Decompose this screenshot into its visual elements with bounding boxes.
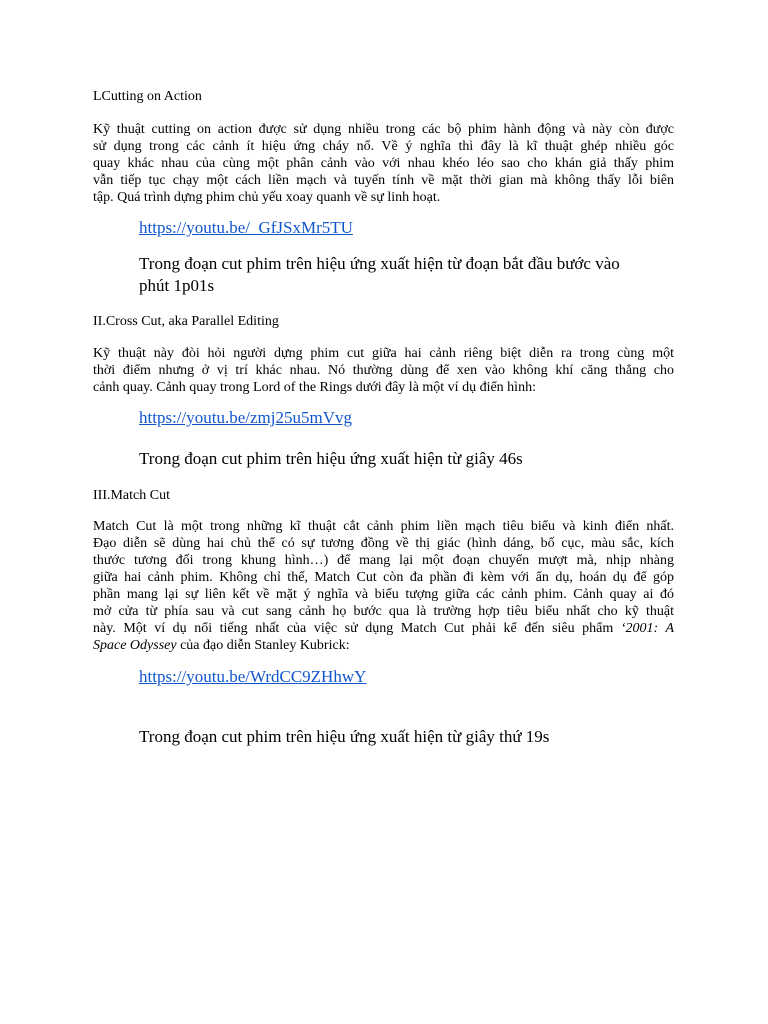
youtube-link-3[interactable]: https://youtu.be/WrdCC9ZHhwY xyxy=(139,667,367,686)
youtube-link-1[interactable]: https://youtu.be/_GfJSxMr5TU xyxy=(139,218,353,237)
paragraph-text: này. Một ví dụ nổi tiếng nhất của việc sử dụng Match Cut phải kể đến siêu phẩm xyxy=(93,621,614,636)
paragraph-line: Kỹ thuật này đòi hỏi người dựng phim cut giữa hai cảnh riêng biệt diễn ra trong cùng một xyxy=(93,346,674,361)
paragraph-line: phần mang lại sự liên kết về mặt ý nghĩa và biểu tượng giữa các cảnh phim. Cảnh quay ai đó xyxy=(93,587,674,602)
paragraph-match-cut xyxy=(93,518,674,654)
section-heading-cross-cut: II.Cross Cut, aka Parallel Editing xyxy=(93,314,279,329)
paragraph-line: thời điểm nhưng ở vị trí khác nhau. Nó thường dùng để xen vào không khí căng thẳng cho xyxy=(93,363,674,378)
paragraph-line: quay khác nhau của cùng một phân cảnh vào với nhau khéo léo sao cho khán giả thấy phim xyxy=(93,156,674,171)
paragraph-line: Match Cut là một trong những kĩ thuật cắt cảnh phim liền mạch tiêu biểu và kinh điển nhất. xyxy=(93,519,674,534)
paragraph-line: mở cửa từ phía sau và cut sang cảnh họ bước qua là trường hợp tiêu biểu nhất cho kỹ thuật xyxy=(93,604,674,619)
paragraph-line: sử dụng trong các cảnh ít hiệu ứng cháy nổ. Về ý nghĩa thì đây là kĩ thuật ghép nhiều góc xyxy=(93,139,674,154)
paragraph-line: tập. Quá trình dựng phim chủ yếu xoay quanh về sự linh hoạt. xyxy=(93,190,441,205)
note-line: Trong đoạn cut phim trên hiệu ứng xuất hiện từ giây 46s xyxy=(139,449,523,468)
note-line: Trong đoạn cut phim trên hiệu ứng xuất hiện từ giây thứ 19s xyxy=(139,727,550,746)
paragraph-line: Kỹ thuật cutting on action được sử dụng nhiều trong các bộ phim hành động và này còn được xyxy=(93,122,674,137)
paragraph-line: cảnh quay. Cảnh quay trong Lord of the Rings dưới đây là một ví dụ điển hình: xyxy=(93,380,536,395)
paragraph-line xyxy=(93,620,674,637)
paragraph-cross-cut xyxy=(93,345,674,396)
paragraph-line: giữa hai cảnh phim. Không chỉ thế, Match Cut còn đa phần đi kèm với ẩn dụ, hoán dụ để góp xyxy=(93,570,674,585)
film-title-italic: ‘2001: A xyxy=(620,621,674,636)
paragraph-line: thước tương đối trong khung hình…) để mang lại một đoạn chuyển mượt mà, nhịp nhàng xyxy=(93,553,674,568)
youtube-link-2[interactable]: https://youtu.be/zmj25u5mVvg xyxy=(139,408,352,427)
paragraph-line: vẫn tiếp tục chạy một cách liền mạch và tuyến tính về mặt thời gian mà không thấy lỗi biên xyxy=(93,173,674,188)
note-line: phút 1p01s xyxy=(139,276,215,295)
section-heading-cutting-on-action: LCutting on Action xyxy=(93,89,202,104)
section-heading-match-cut: III.Match Cut xyxy=(93,488,170,503)
film-title-italic: Space Odyssey xyxy=(93,638,177,653)
paragraph-text: của đạo diễn Stanley Kubrick: xyxy=(176,638,350,653)
paragraph-line xyxy=(93,637,674,654)
paragraph-line: Đạo diễn sẽ dùng hai chủ thể có sự tương đồng về thị giác (hình dáng, bố cục, màu sắc, kích xyxy=(93,536,674,551)
paragraph-cutting-on-action xyxy=(93,121,674,206)
note-line: Trong đoạn cut phim trên hiệu ứng xuất hiện từ đoạn bắt đầu bước vào xyxy=(139,254,620,273)
